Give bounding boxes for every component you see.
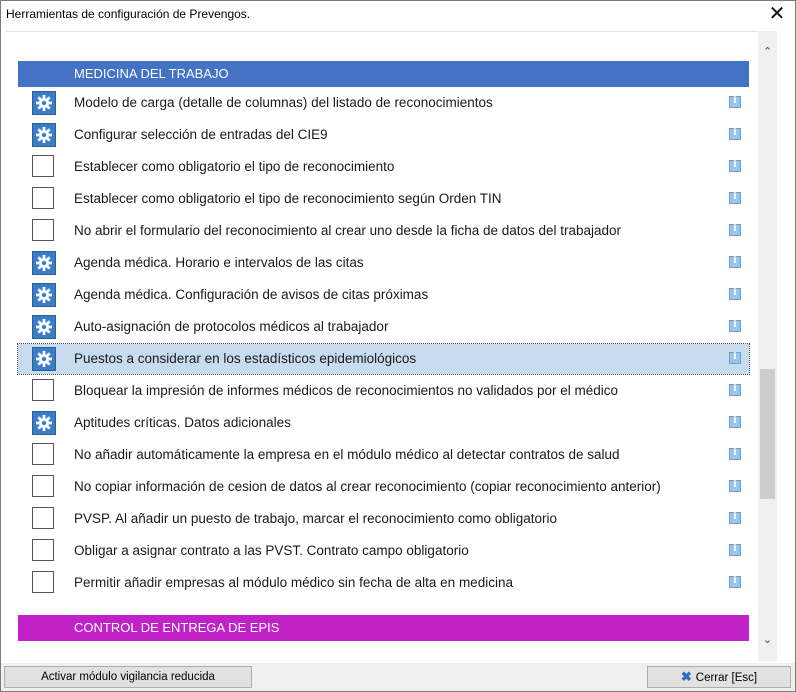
option-row[interactable] bbox=[18, 472, 749, 502]
option-row[interactable] bbox=[18, 88, 749, 118]
option-label: No abrir el formulario del reconocimiento al crear uno desde la ficha de datos del trabajador bbox=[74, 223, 622, 238]
option-label: Puestos a considerar en los estadísticos epidemiológicos bbox=[74, 351, 417, 366]
option-label: Agenda médica. Horario e intervalos de las citas bbox=[74, 255, 364, 270]
title-bar bbox=[1, 1, 795, 29]
option-checkbox[interactable] bbox=[32, 571, 54, 593]
info-icon[interactable] bbox=[729, 448, 741, 460]
option-label: Establecer como obligatorio el tipo de reconocimiento bbox=[74, 159, 395, 174]
info-icon[interactable] bbox=[729, 128, 741, 140]
option-label: Configurar selección de entradas del CIE9 bbox=[74, 127, 328, 142]
option-label: PVSP. Al añadir un puesto de trabajo, marcar el reconocimiento como obligatorio bbox=[74, 511, 558, 526]
option-checkbox[interactable] bbox=[32, 219, 54, 241]
section-header-label: MEDICINA DEL TRABAJO bbox=[74, 66, 229, 81]
gear-icon[interactable] bbox=[32, 91, 56, 115]
option-label: Modelo de carga (detalle de columnas) del listado de reconocimientos bbox=[74, 95, 493, 110]
info-icon[interactable] bbox=[729, 544, 741, 556]
info-icon[interactable] bbox=[729, 416, 741, 428]
info-icon[interactable] bbox=[729, 224, 741, 236]
gear-icon[interactable] bbox=[32, 123, 56, 147]
button-label: Activar módulo vigilancia reducida bbox=[41, 671, 215, 683]
gear-icon[interactable] bbox=[32, 347, 56, 371]
option-label: Auto-asignación de protocolos médicos al trabajador bbox=[74, 319, 389, 334]
info-icon[interactable] bbox=[729, 96, 741, 108]
option-label: No añadir automáticamente la empresa en el módulo médico al detectar contratos de salud bbox=[74, 447, 620, 462]
bottom-bar bbox=[1, 663, 795, 691]
scroll-down-icon[interactable]: ⌄ bbox=[762, 634, 773, 646]
activate-reduced-surveillance-button[interactable] bbox=[4, 666, 252, 688]
button-label: Cerrar [Esc] bbox=[695, 672, 758, 684]
option-row[interactable] bbox=[18, 280, 749, 310]
close-icon[interactable]: ✕ bbox=[768, 3, 786, 25]
info-icon[interactable] bbox=[729, 352, 741, 364]
option-row[interactable] bbox=[18, 408, 749, 438]
option-label: Permitir añadir empresas al módulo médico sin fecha de alta en medicina bbox=[74, 575, 513, 590]
info-icon[interactable] bbox=[729, 160, 741, 172]
scroll-up-icon[interactable]: ⌃ bbox=[762, 46, 773, 58]
scrollbar-thumb[interactable] bbox=[760, 369, 775, 499]
close-button[interactable] bbox=[647, 666, 791, 688]
option-label: Agenda médica. Configuración de avisos de citas próximas bbox=[74, 287, 429, 302]
option-label: Establecer como obligatorio el tipo de reconocimiento según Orden TIN bbox=[74, 191, 502, 206]
option-row[interactable] bbox=[18, 248, 749, 278]
option-checkbox[interactable] bbox=[32, 539, 54, 561]
option-label: Bloquear la impresión de informes médicos de reconocimientos no validados por el médico bbox=[74, 383, 619, 398]
info-icon[interactable] bbox=[729, 480, 741, 492]
gear-icon[interactable] bbox=[32, 315, 56, 339]
gear-icon[interactable] bbox=[32, 251, 56, 275]
option-row[interactable] bbox=[18, 216, 749, 246]
window-title: Herramientas de configuración de Prevengos. bbox=[6, 7, 251, 21]
option-row[interactable] bbox=[18, 120, 749, 150]
options-list bbox=[5, 31, 758, 662]
option-checkbox[interactable] bbox=[32, 155, 54, 177]
section-header-medicina bbox=[18, 61, 749, 87]
info-icon[interactable] bbox=[729, 192, 741, 204]
option-label: Aptitudes críticas. Datos adicionales bbox=[74, 415, 291, 430]
info-icon[interactable] bbox=[729, 256, 741, 268]
info-icon[interactable] bbox=[729, 320, 741, 332]
option-row[interactable] bbox=[18, 568, 749, 598]
section-header-label: CONTROL DE ENTREGA DE EPIS bbox=[74, 620, 280, 635]
info-icon[interactable] bbox=[729, 288, 741, 300]
option-checkbox[interactable] bbox=[32, 379, 54, 401]
option-row[interactable] bbox=[18, 344, 749, 374]
option-row[interactable] bbox=[18, 184, 749, 214]
gear-icon[interactable] bbox=[32, 283, 56, 307]
option-checkbox[interactable] bbox=[32, 443, 54, 465]
option-label: Obligar a asignar contrato a las PVST. Contrato campo obligatorio bbox=[74, 543, 469, 558]
option-row[interactable] bbox=[18, 536, 749, 566]
info-icon[interactable] bbox=[729, 576, 741, 588]
option-label: No copiar información de cesion de datos al crear reconocimiento (copiar reconocimiento anterior) bbox=[74, 479, 661, 494]
option-row[interactable] bbox=[18, 376, 749, 406]
option-checkbox[interactable] bbox=[32, 475, 54, 497]
option-row[interactable] bbox=[18, 312, 749, 342]
option-row[interactable] bbox=[18, 440, 749, 470]
section-header-epis bbox=[18, 615, 749, 641]
close-icon: ✖ bbox=[680, 669, 692, 684]
gear-icon[interactable] bbox=[32, 411, 56, 435]
option-row[interactable] bbox=[18, 504, 749, 534]
vertical-scrollbar[interactable] bbox=[758, 31, 777, 661]
info-icon[interactable] bbox=[729, 512, 741, 524]
info-icon[interactable] bbox=[729, 384, 741, 396]
option-row[interactable] bbox=[18, 152, 749, 182]
option-checkbox[interactable] bbox=[32, 507, 54, 529]
option-checkbox[interactable] bbox=[32, 187, 54, 209]
